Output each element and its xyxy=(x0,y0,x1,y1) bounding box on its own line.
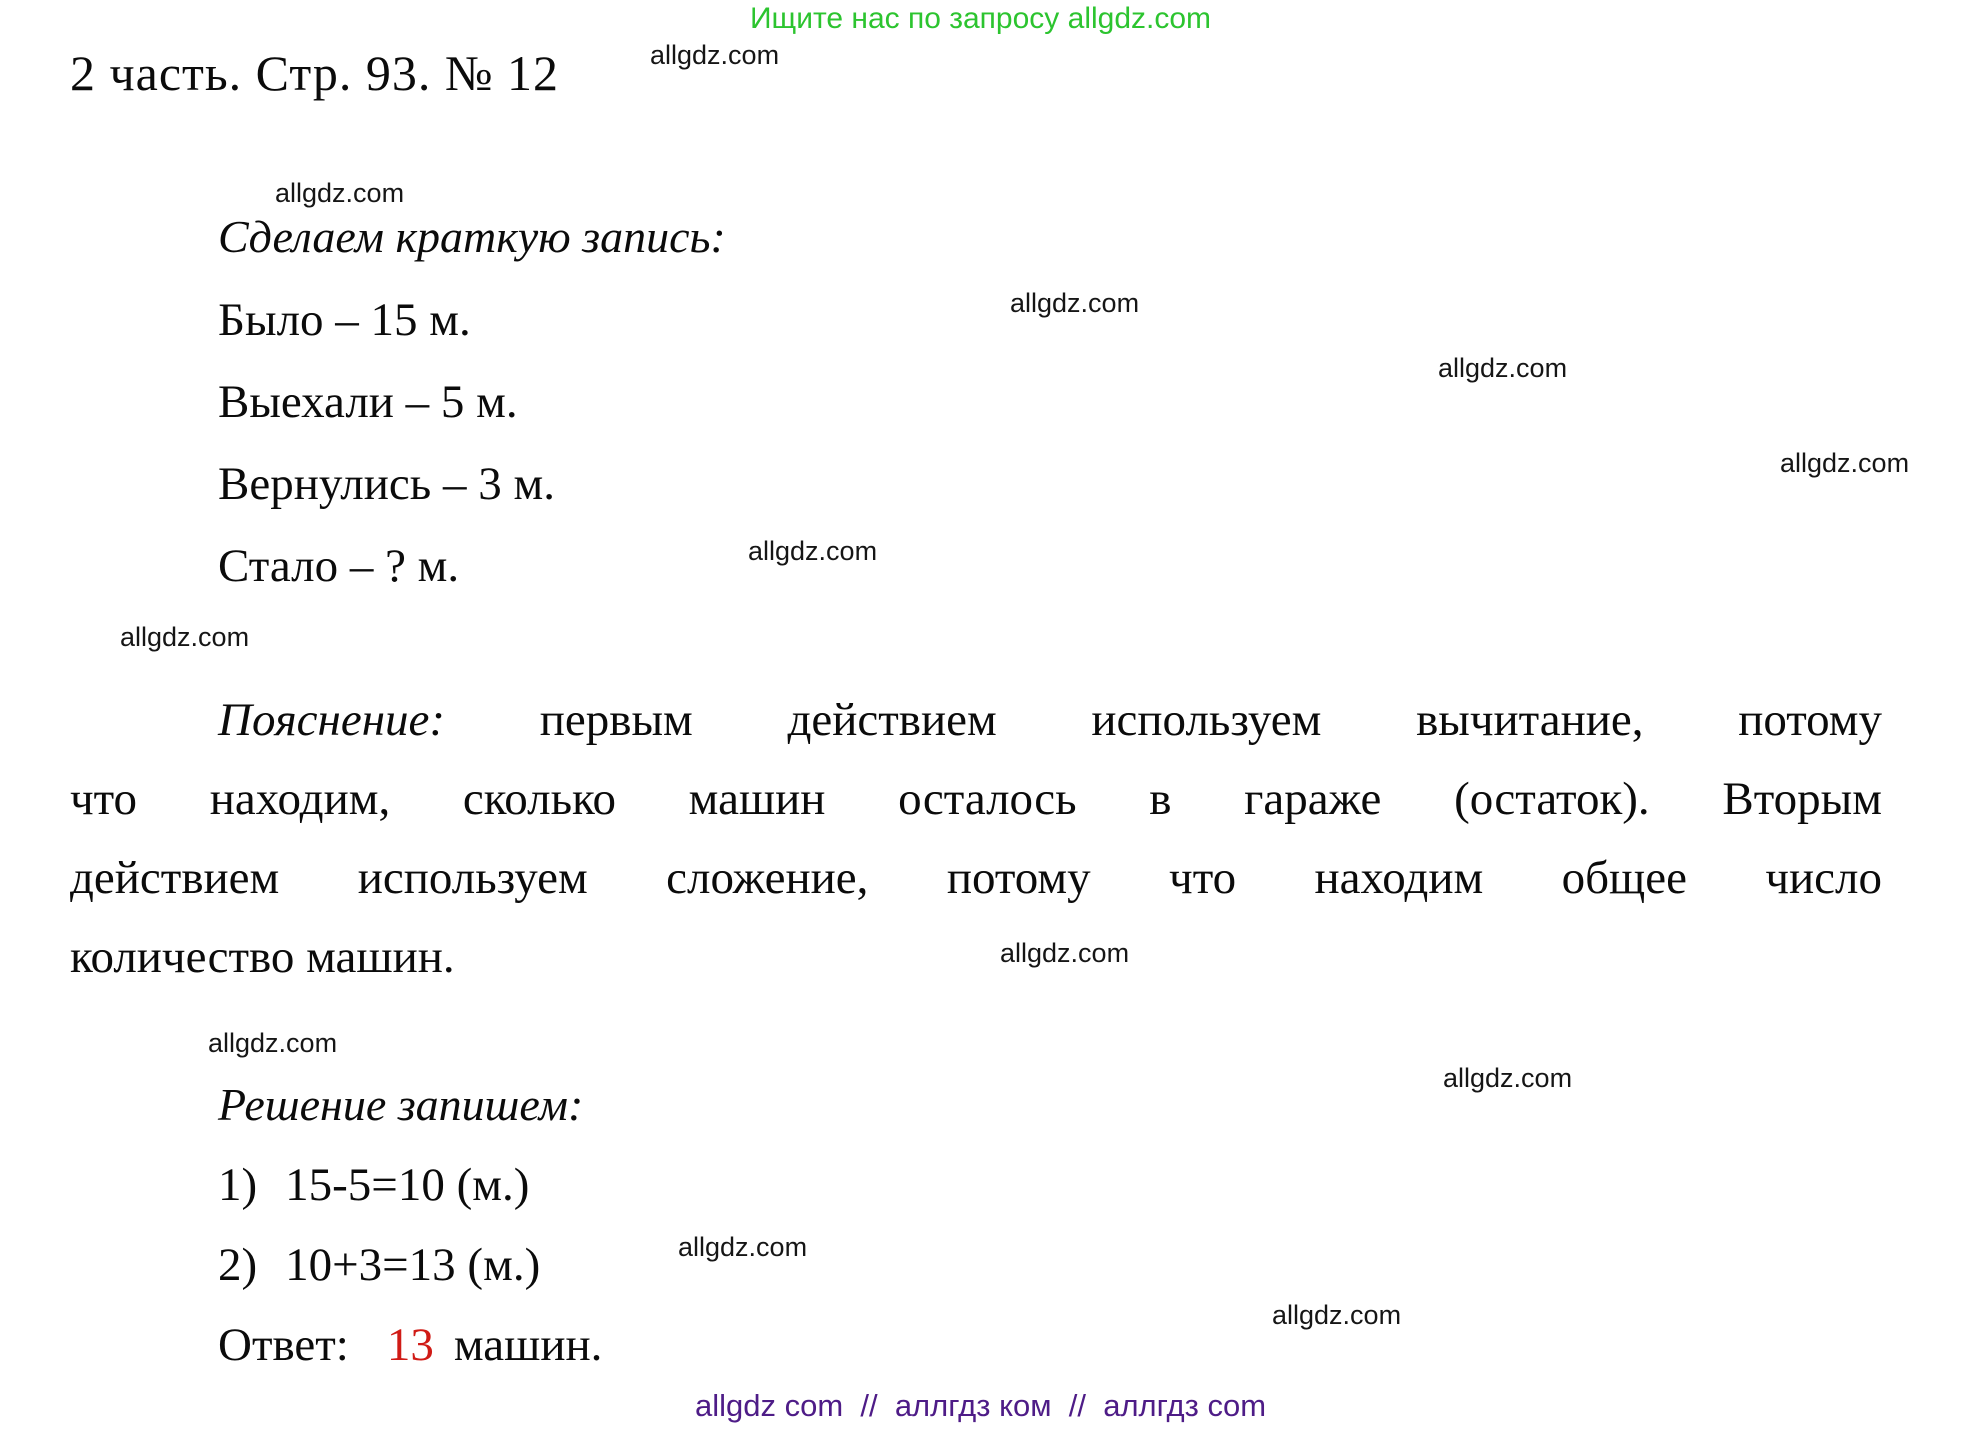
short-record-heading: Сделаем краткую запись: xyxy=(218,211,726,262)
watermark: allgdz.com xyxy=(1438,353,1568,383)
footer-sites: allgdz com // аллгдз ком // аллгдз com xyxy=(694,1388,1267,1423)
explanation-paragraph xyxy=(70,690,1882,1006)
watermark: allgdz.com xyxy=(1000,938,1130,968)
record-line-vyehali: Выехали – 5 м. xyxy=(218,376,518,428)
watermark: allgdz.com xyxy=(650,40,780,70)
answer-line xyxy=(218,1318,602,1372)
watermark: allgdz.com xyxy=(1780,448,1910,478)
record-line-bylo: Было – 15 м. xyxy=(218,294,471,346)
solution-heading: Решение запишем: xyxy=(218,1079,584,1130)
explanation-line-1 xyxy=(70,690,1882,769)
step-1-expression: 15-5=10 (м.) xyxy=(285,1159,530,1211)
promo-banner: Ищите нас по запросу allgdz.com xyxy=(749,2,1212,35)
answer-label: Ответ: xyxy=(218,1319,349,1371)
page-title: 2 часть. Стр. 93. № 12 xyxy=(70,45,560,101)
watermark: allgdz.com xyxy=(678,1232,808,1262)
step-1-number: 1) xyxy=(218,1159,258,1211)
watermark: allgdz.com xyxy=(1443,1063,1573,1093)
step-2-number: 2) xyxy=(218,1239,258,1291)
explanation-line-1-text: первым действием используем вычитание, потому xyxy=(539,694,1883,746)
explanation-line-2: что находим, сколько машин осталось в гараже (остаток). Вторым xyxy=(70,773,1882,825)
watermark: allgdz.com xyxy=(748,536,878,566)
answer-value: 13 xyxy=(386,1319,434,1371)
solution-step-2 xyxy=(218,1238,540,1292)
watermark: allgdz.com xyxy=(1272,1300,1402,1330)
watermark: allgdz.com xyxy=(208,1028,338,1058)
watermark: allgdz.com xyxy=(120,622,250,652)
watermark: allgdz.com xyxy=(1010,288,1140,318)
step-2-expression: 10+3=13 (м.) xyxy=(285,1239,541,1291)
explanation-label: Пояснение: xyxy=(218,694,446,746)
solution-step-1 xyxy=(218,1158,529,1212)
answer-suffix: машин. xyxy=(453,1319,603,1371)
explanation-line-4: количество машин. xyxy=(70,931,455,983)
explanation-line-3: действием используем сложение, потому что находим общее число xyxy=(70,852,1882,904)
record-line-stalo: Стало – ? м. xyxy=(218,540,460,592)
watermark: allgdz.com xyxy=(275,178,405,208)
record-line-vernulis: Вернулись – 3 м. xyxy=(218,458,555,510)
